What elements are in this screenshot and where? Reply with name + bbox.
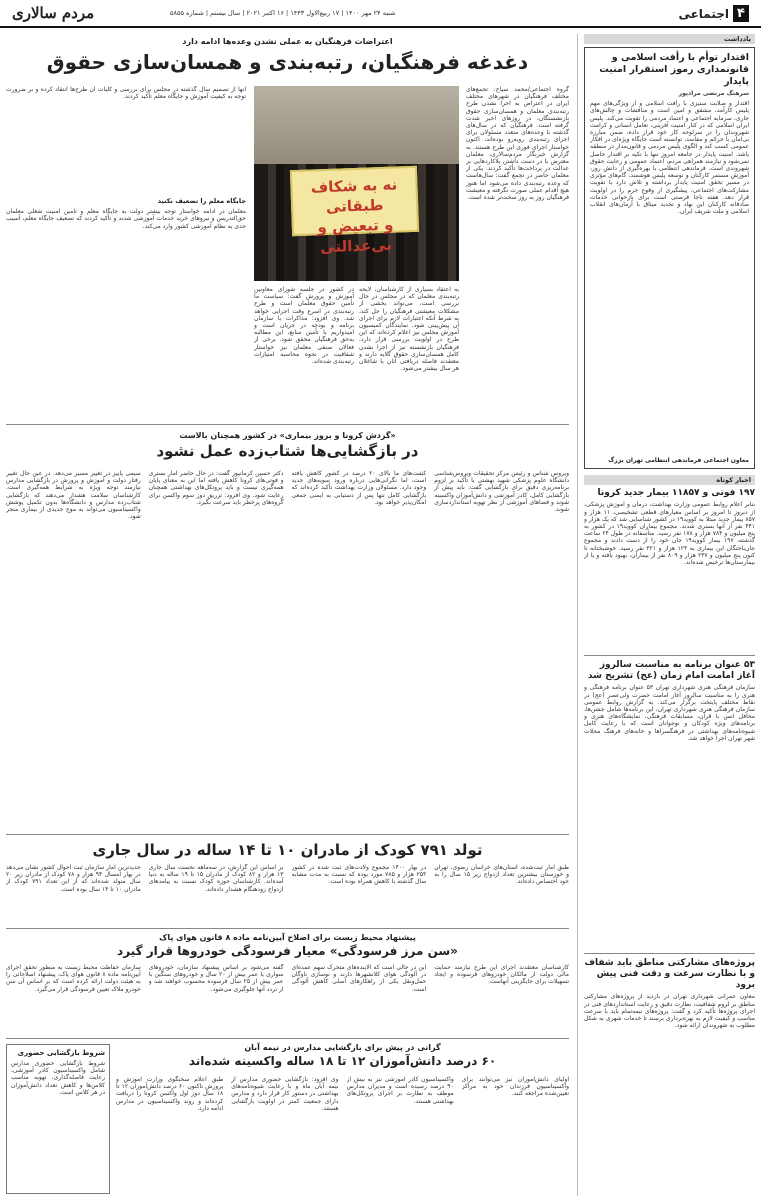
article-text: دکتر حسین کرمانپور گفت: در حال حاضر آمار بستری و فوتی‌های کرونا کاهش یافته اما این به معنای پایان همه‌گیری نیست و باید پروتکل‌های بهداشتی همچنان رعایت شود. وی افزود: تزریق دوز سوم واکسن برای گروه‌های پرخطر باید سرعت بگیرد. [148,470,284,506]
protest-photo [254,86,459,281]
note-author: سرهنگ مرتضی مرادپور [678,90,749,97]
article-kicker: پیشنهاد محیط زیست برای اصلاح آیین‌نامه ماده ۸ قانون هوای پاک [159,933,416,942]
news-title: ۵۳ عنوان برنامه به مناسبت سالروز آغاز امامت امام زمان (عج) تشریح شد [587,660,755,682]
note-signature: معاون اجتماعی فرماندهی انتظامی تهران بزرگ [608,457,749,465]
article-text: ویروس شناس و رئیس مرکز تحقیقات ویروس‌شناسی دانشگاه علوم پزشکی شهید بهشتی با تأکید بر لزوم برنامه‌ریزی دقیق برای بازگشایی گفت: باید پیش از بازگشایی کامل، کادر آموزشی و دانش‌آموزان واکسینه شوند و فضاهای آموزشی از نظر تهویه استانداردسازی شوند. [434,470,569,514]
article-births [6,840,569,860]
note-box [584,47,755,469]
right-column [577,34,755,1196]
news-item [584,660,755,949]
article-kicker: اعتراضات فرهنگیان به عملی نشدن وعده‌ها ادامه دارد [182,37,393,46]
article-text: طبق آمار ثبت‌شده، استان‌های خراسان رضوی، تهران و خوزستان بیشترین تعداد ازدواج زیر ۱۵ سال را به خود اختصاص داده‌اند. [434,864,569,886]
article-column [6,86,246,416]
article-text: سیمی پاییز در تغییر مسیر می‌دهد. در عین حال تغییر رفتار دولت و آموزش و پرورش در بازگشایی مدارس نیازمند توجه ویژه به شرایط همه‌گیری است. کارشناسان سلامت هشدار می‌دهند که بازگشایی شتاب‌زده مدارس و دانشگاه‌ها بدون تکمیل پوشش واکسیناسیون می‌تواند به موج جدیدی از بیماری منجر شود. [6,470,141,521]
article-text: واکسیناسیون کادر آموزشی نیز به بیش از ۹۰ درصد رسیده است و مدیران مدارس موظف به نظارت بر اجرای پروتکل‌های بهداشتی هستند. [346,1076,454,1105]
article-text: به اعتقاد بسیاری از کارشناسان، لایحه رتبه‌بندی معلمان که در مجلس در حال بررسی است، می‌تواند بخشی از مشکلات معیشتی فرهنگیان را حل کند، به شرط آنکه اعتبارات لازم برای اجرای آن پیش‌بینی شود. نمایندگان کمیسیون آموزش مجلس نیز اعلام کرده‌اند که این طرح در اولویت بررسی قرار دارد. فرهنگیان بازنشسته نیز از اجرا نشدن کامل همسان‌سازی حقوق گلایه دارند و معتقدند فاصله دریافتی آنان با شاغلان هر سال بیشتر می‌شود. [359,286,459,373]
article-teachers [6,36,569,75]
news-item [584,488,755,651]
divider [584,953,755,954]
protest-banner [290,166,419,257]
news-title: پروژه‌های مشارکتی مناطق باید شفاف و با نظارت سرعت و دقت فنی پیش برود [584,958,755,991]
article-headline: تولد ۷۹۱ کودک از مادران ۱۰ تا ۱۴ ساله در سال جاری [92,841,483,859]
banner-text: و تبعیض و بی‌عدالتی [317,215,394,257]
divider [6,424,569,425]
divider [584,655,755,656]
article-schools [116,1042,569,1069]
article-subtitle: جایگاه معلم را تضعیف نکنید [157,197,246,205]
issue-info: شنبه ۲۴ مهر ۱۴۰۰ | ۱۷ ربیع‌الاول ۱۴۴۳ | ۱۶ اکتبر ۲۰۲۱ | سال بیستم | شماره ۵۸۵۵ [170,9,396,17]
article-text: بر اساس این گزارش، در سه‌ماهه نخست سال جاری ۱۳ هزار و ۸۲ کودک از مادران ۱۵ تا ۱۹ ساله به دنیا آمده‌اند. کارشناسان حوزه کودک نسبت به پیامدهای ازدواج زودهنگام هشدار داده‌اند. [148,864,284,893]
column-tag-news: اخبار کوتاه [584,475,755,485]
article-text: این در حالی است که آلاینده‌های متحرک سهم عمده‌ای در آلودگی هوای کلانشهرها دارند و نوسازی ناوگان حمل‌ونقل یکی از راهکارهای اصلی کاهش آلودگی است. [291,964,427,993]
article-headline: در بازگشایی‌ها شتاب‌زده عمل نشود [156,442,419,460]
article-text: اولیای دانش‌آموزان نیز می‌توانند برای واکسیناسیون فرزندان خود به مراکز تعیین‌شده مراجعه کنند. [461,1076,569,1098]
section-name: اجتماعی [678,7,729,21]
divider [6,928,569,929]
article-text: معلمان در ادامه خواستار توجه بیشتر دولت به جایگاه معلم و تأمین امنیت شغلی معلمان حق‌التدریس و نیروهای خرید خدمات آموزشی شدند و تأکید کردند که تضعیف جایگاه معلم، آسیب جدی به نظام آموزشی کشور وارد می‌کند. [6,208,246,230]
page-header [0,0,761,28]
article-text: طبق اعلام سخنگوی وزارت آموزش و پرورش تاکنون ۶۰ درصد دانش‌آموزان ۱۲ تا ۱۸ سال دوز اول واکسن کرونا را دریافت کرده‌اند و روند واکسیناسیون در مدارس ادامه دارد. [116,1076,224,1112]
note-title: اقتدار توأم با رأفت اسلامی و قانونمداری رموز استقرار امنیت پایدار [599,52,749,87]
side-box [6,1044,110,1194]
article-headline: دغدغه فرهنگیان، رتبه‌بندی و همسان‌سازی حقوق [46,50,529,74]
article-text: گفته می‌شود بر اساس پیشنهاد سازمان، خودروهای سواری با عمر بیش از ۲۰ سال و خودروهای سنگین با عمر بیش از ۲۵ سال فرسوده محسوب خواهند شد و از تردد آنها جلوگیری می‌شود. [148,964,284,993]
article-column [359,286,459,416]
article-kicker: گرانی در پیش برای بازگشایی مدارس در نیمه آبان [244,1043,441,1052]
news-body: سازمان فرهنگی هنری شهرداری تهران ۵۳ عنوان برنامه فرهنگی و هنری را به مناسبت سالروز آغاز امامت حضرت ولی‌عصر (عج) در نقاط مختلف پایتخت برگزار می‌کند. به گزارش روابط عمومی سازمان فرهنگی هنری شهرداری تهران، این برنامه‌ها شامل جشن‌ها، محافل انس با قرآن، مسابقات فرهنگی، نمایشگاه‌های هنری و برنامه‌های ویژه کودکان و نوجوانان است که با رعایت کامل شیوه‌نامه‌های بهداشتی در فرهنگسراها و خانه‌های فرهنگ محلات شهر تهران اجرا خواهد شد. [584,684,755,742]
article-kicker: «گردش کرونا و بروز بیماری» در کشور همچنان بالاست [179,431,396,440]
article-text: در بهار ۱۴۰۰ مجموع ولادت‌های ثبت شده در کشور ۲۵۳ هزار و ۷۸۵ مورد بوده که نسبت به مدت مشابه سال گذشته با کاهش همراه بوده است. [291,864,427,886]
article-text: کشت‌های ما بالای ۲۰ درصد در کشور کاهش یافته است، اما نگرانی‌هایی درباره ورود سویه‌های جدید وجود دارد. مسئولان وزارت بهداشت تأکید کرده‌اند که بازگشایی کامل تنها پس از دستیابی به ایمنی جمعی امکان‌پذیر خواهد بود. [291,470,427,506]
article-columns [6,964,569,1034]
side-box-title: شروط بازگشایی حضوری [17,1049,105,1057]
article-text: سازمان حفاظت محیط زیست به منظور تحقق اجرای آیین‌نامه ماده ۸ قانون هوای پاک، پیشنهاد اصلاحاتی را به هیئت دولت ارائه کرده است که بر اساس آن سن خودرو ملاک تعیین فرسودگی قرار می‌گیرد. [6,964,141,993]
article-column [466,86,569,416]
article-headline: «سن مرز فرسودگی» معیار فرسودگی خودروها قرار گیرد [117,944,458,958]
news-title: ۱۹۷ فوتی و ۱۱۸۵۷ بیمار جدید کرونا [597,488,755,499]
note-body: اقتدار و صلابت ستیزی با رأفت اسلامی و از ویژگی‌های مهم پلیس کارآمد، مشفق و امین است و مناقشات و چالش‌های جاری، سرمایه اجتماعی و اعتماد مردمی را تقویت می‌کند. پلیس ایران اسلامی که در کنار امنیت آفرینی، تعامل انسانی و کرامت شهروندان را در سرلوحه کار خود قرار داده، ضمن مبارزه بی‌امان با جرائم و مفاسد، توانسته است جایگاه ویژه‌ای در افکار عمومی کسب کند و الگوی پلیس مردمی و قانون‌مدار در منطقه باشد. امنیت پایدار در جامعه امروز تنها با تکیه بر اقتدار حاصل نمی‌شود و نیازمند همراهی مردم، اعتماد عمومی و رعایت حقوق شهروندی است. فرماندهی انتظامی با بهره‌گیری از دانش روز، آموزش مستمر کارکنان و توسعه پلیس هوشمند، گام‌های مؤثری در مسیر تحقق امنیت پایدار برداشته و تلاش دارد با تقویت مشارکت‌های اجتماعی، پیشگیری از وقوع جرم را در اولویت قرار دهد. هفته ناجا فرصتی است برای بازخوانی خدمات صادقانه کارکنان این نهاد و تجدید میثاق با آرمان‌های انقلاب اسلامی و ملت شریف ایران. [590,100,749,216]
page-number: ۴ [733,5,749,22]
newspaper-logo: مردم سالاری [12,4,95,22]
banner-text: نه به شکاف طبقاتی [310,175,398,216]
article-text: گروه اجتماعی/محمد سیاح: تجمع‌های مختلف فرهنگیان در شهرهای مختلف ایران در اعتراض به اجرا نشدن طرح رتبه‌بندی معلمان و همسان‌سازی حقوق بازنشستگان، در روزهای اخیر شدت گرفته است. فرهنگیان که در سال‌های گذشته با وعده‌های متعدد مسئولان برای اجرای رتبه‌بندی روبه‌رو بوده‌اند، اکنون خواستار اجرای فوری این طرح هستند. به گزارش خبرنگار مردم‌سالاری، معلمان معترض با در دست داشتن پلاکاردهایی بر عدالت در پرداخت‌ها تأکید کردند. یکی از معلمان حاضر در تجمع گفت: سال‌هاست که وعده رتبه‌بندی داده می‌شود اما هنوز هیچ اقدام عملی صورت نگرفته و معیشت فرهنگیان روز به روز سخت‌تر شده است. [466,86,569,202]
article-column [254,286,354,416]
news-body: بنابر اعلام روابط عمومی وزارت بهداشت، درمان و آموزش پزشکی، از دیروز تا امروز بر اساس معیارهای قطعی تشخیصی، ۱۱ هزار و ۸۵۷ بیمار جدید مبتلا به کووید۱۹ در کشور شناسایی شد که یک هزار و ۴۴۱ نفر از آنها بستری شدند. مجموع بیماران کووید۱۹ در کشور به پنج میلیون و ۷۸۴ هزار و ۱۷۸ نفر رسید. متأسفانه در طول ۲۴ ساعت گذشته، ۱۹۷ بیمار کووید۱۹ جان خود را از دست دادند و مجموع جان‌باختگان این بیماری به ۱۲۴ هزار و ۳۲۱ نفر رسید. خوشبختانه تا کنون پنج میلیون و ۲۳۷ هزار و ۸۰۹ نفر از بیماران، بهبود یافته و یا از بیمارستان‌ها ترخیص شده‌اند. [584,501,755,567]
article-columns [6,470,569,830]
article-text: در کشور در جلسه شورای معاونین آموزش و پرورش گفت: سیاست ما تأمین حقوق معلمان است و طرح رتبه‌بندی در اسرع وقت اجرایی خواهد شد. وی افزود: مذاکرات با سازمان برنامه و بودجه در جریان است و امیدواریم با تأمین منابع، این مطالبه به‌حق فرهنگیان محقق شود. برخی از فعالان صنفی معلمان نیز خواستار شفافیت در نحوه محاسبه امتیازات رتبه‌بندی شده‌اند. [254,286,354,366]
article-text: آنها از تصمیم سال گذشته در مجلس برای بررسی و کلیات آن طرح‌ها انتقاد کرده و بر ضرورت توجه به کیفیت آموزش و جایگاه معلم تأکید کردند. [6,86,246,101]
news-item [584,958,755,1143]
article-columns [116,1076,569,1194]
side-box-text: شروط بازگشایی حضوری مدارس شامل واکسیناسیون کادر آموزشی، رعایت فاصله‌گذاری، تهویه مناسب کلاس‌ها و کاهش تعداد دانش‌آموزان در هر کلاس است. [11,1060,105,1096]
main-area [6,34,569,1196]
article-text: کارشناسان معتقدند اجرای این طرح نیازمند حمایت مالی دولت از مالکان خودروهای فرسوده و ایجاد تسهیلات برای جایگزینی آنهاست. [434,964,569,986]
article-text: جدیدترین آمار سازمان ثبت احوال کشور نشان می‌دهد در بهار امسال ۹۴ هزار و ۷۸ کودک از مادران زیر ۲۰ سال متولد شده‌اند که از این تعداد ۷۹۱ کودک از مادران ۱۰ تا ۱۴ سال بوده است. [6,864,141,893]
article-headline: ۶۰ درصد دانش‌آموزان ۱۲ تا ۱۸ ساله واکسینه شده‌اند [188,1054,497,1068]
article-columns [6,864,569,924]
divider [6,1038,569,1039]
article-corona [6,430,569,461]
column-tag-note: یادداشت [584,34,755,44]
news-body: معاون عمرانی شهرداری تهران در بازدید از پروژه‌های مشارکتی مناطق بر لزوم شفافیت، نظارت دقیق و رعایت استانداردهای فنی در اجرای پروژه‌ها تأکید کرد و گفت: پروژه‌های نیمه‌تمام باید با سرعت مناسب و کیفیت لازم به بهره‌برداری برسند تا خدمات شهری به شکل مطلوب به شهروندان ارائه شود. [584,993,755,1030]
divider [6,834,569,835]
article-cars [6,932,569,959]
article-text: وی افزود: بازگشایی حضوری مدارس از نیمه آبان ماه و با رعایت شیوه‌نامه‌های بهداشتی در دستور کار قرار دارد و مدارس دارای جمعیت کمتر در اولویت بازگشایی هستند. [231,1076,339,1112]
